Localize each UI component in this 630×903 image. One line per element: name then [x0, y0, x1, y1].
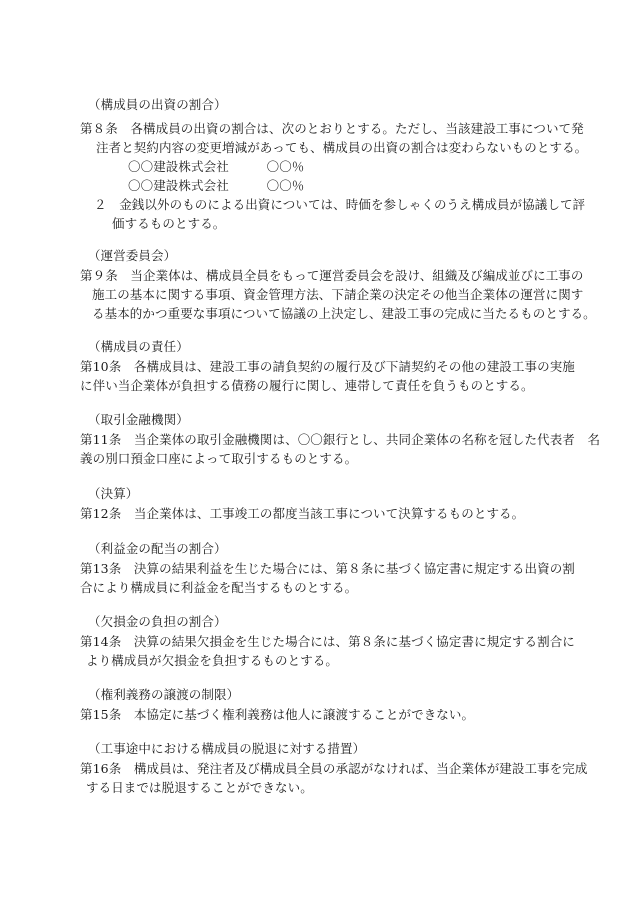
- article-12-line-1: 第12条 当企業体は、工事竣工の都度当該工事について決算するものとする。: [80, 506, 525, 521]
- article-15-heading: （権利義務の譲渡の制限）: [88, 687, 240, 702]
- article-8-line-1: 第８条 各構成員の出資の割合は、次のとおりとする。ただし、当該建設工事について発: [80, 121, 584, 136]
- article-10-line-2: に伴い当企業体が負担する債務の履行に関し、連帯して責任を負うものとする。: [80, 378, 534, 393]
- article-12-heading: （決算）: [88, 486, 139, 501]
- article-14-line-2: より構成員が欠損金を負担するものとする。: [86, 653, 339, 668]
- article-8-member-1: 〇〇建設株式会社 〇〇％: [128, 159, 305, 174]
- article-9-line-3: る基本的かつ重要な事項について協議の上決定し、建設工事の完成に当たるものとする。: [92, 306, 596, 321]
- article-8-heading: （構成員の出資の割合）: [88, 97, 227, 112]
- article-13-line-2: 合により構成員に利益金を配当するものとする。: [80, 580, 358, 595]
- article-10-line-1: 第10条 各構成員は、建設工事の請負契約の履行及び下請契約その他の建設工事の実施: [80, 359, 575, 374]
- article-11-line-2: 義の別口預金口座によって取引するものとする。: [80, 451, 358, 466]
- article-9-heading: （運営委員会）: [88, 248, 177, 263]
- article-11-line-1: 第11条 当企業体の取引金融機関は、〇〇銀行とし、共同企業体の名称を冠した代表者 名: [80, 432, 601, 447]
- article-16-line-1: 第16条 構成員は、発注者及び構成員全員の承認がなければ、当企業体が建設工事を完成: [80, 761, 588, 776]
- article-11-heading: （取引金融機関）: [88, 412, 189, 427]
- article-8-clause-2-line-1: ２ 金銭以外のものによる出資については、時価を参しゃくのうえ構成員が協議して評: [94, 197, 586, 212]
- article-15-line-1: 第15条 本協定に基づく権利義務は他人に譲渡することができない。: [80, 707, 475, 722]
- article-14-heading: （欠損金の負担の割合）: [88, 614, 227, 629]
- article-8-line-2: 注者と契約内容の変更増減があっても、構成員の出資の割合は変わらないものとする。: [96, 140, 588, 155]
- article-10-heading: （構成員の責任）: [88, 339, 189, 354]
- article-8-clause-2-line-2: 価するものとする。: [112, 216, 226, 231]
- article-9-line-2: 施工の基本に関する事項、資金管理方法、下請企業の決定その他当企業体の運営に関す: [92, 287, 584, 302]
- article-13-heading: （利益金の配当の割合）: [88, 541, 227, 556]
- article-9-line-1: 第９条 当企業体は、構成員全員をもって運営委員会を設け、組織及び編成並びに工事の: [80, 268, 584, 283]
- article-13-line-1: 第13条 決算の結果利益を生じた場合には、第８条に基づく協定書に規定する出資の割: [80, 561, 575, 576]
- article-16-heading: （工事途中における構成員の脱退に対する措置）: [88, 741, 366, 756]
- article-14-line-1: 第14条 決算の結果欠損金を生じた場合には、第８条に基づく協定書に規定する割合に: [80, 634, 575, 649]
- article-8-member-2: 〇〇建設株式会社 〇〇％: [128, 178, 305, 193]
- article-16-line-2: する日までは脱退することができない。: [86, 780, 313, 795]
